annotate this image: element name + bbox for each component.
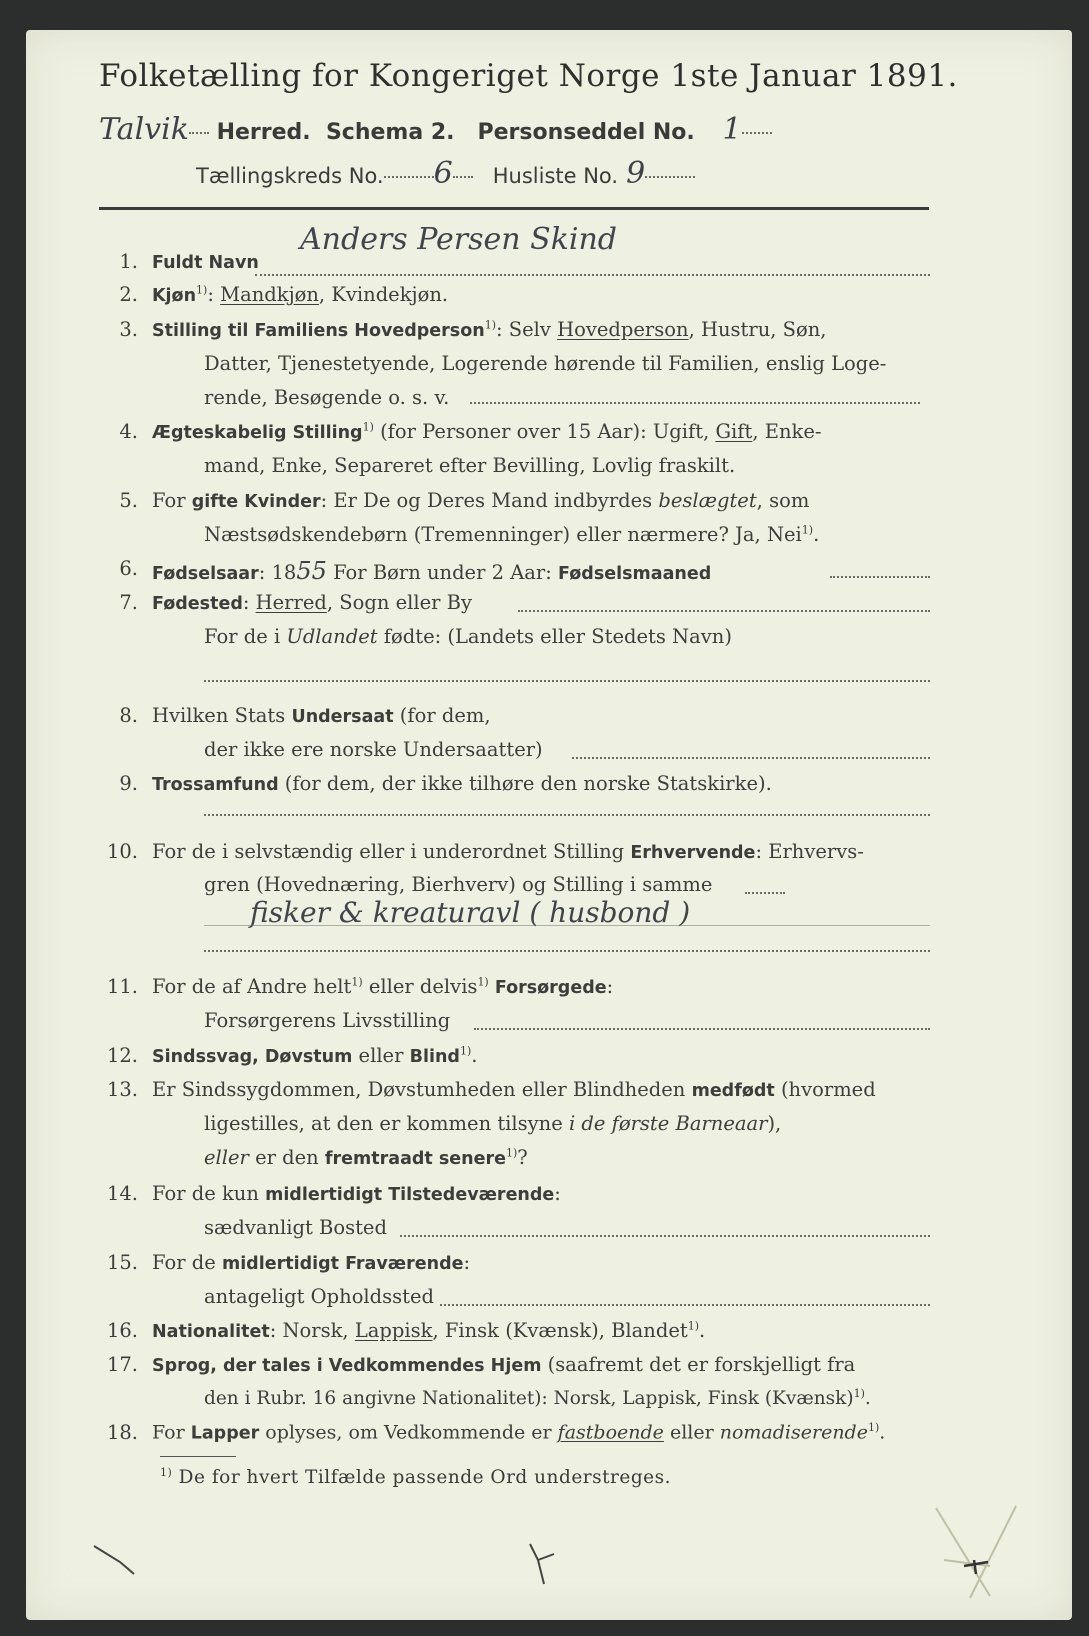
item-number: 4. xyxy=(119,420,138,443)
item-3-text: : Selv xyxy=(496,318,558,341)
item-2-rest: , Kvindekjøn. xyxy=(318,283,449,306)
item-16-label: Nationalitet xyxy=(152,1322,270,1342)
item-13-line-2a: ligestilles, at den er kommen tilsyne xyxy=(204,1112,569,1135)
item-13-text: Er Sindssygdommen, Døvstumheden eller Blindheden xyxy=(152,1078,692,1101)
item-number: 12. xyxy=(106,1044,138,1067)
item-8-fill-line xyxy=(572,757,930,759)
item-13-line-3-text: er den xyxy=(248,1146,325,1169)
herred-row xyxy=(99,112,772,147)
item-10-fill-line-3 xyxy=(204,950,930,952)
item-7-fill-line-2 xyxy=(204,680,930,682)
item-number: 1. xyxy=(119,250,138,273)
item-6-fodselsaar xyxy=(152,557,711,585)
item-18-text-2: oplyses, om Vedkommende er xyxy=(259,1421,558,1444)
form-title: Folketælling for Kongeriget Norge 1ste Januar 1891. xyxy=(99,58,958,94)
item-5-line-2-text: Næstsødskendebørn (Tremenninger) eller nærmere? Ja, Nei xyxy=(204,523,802,546)
item-11-label: Forsørgede xyxy=(488,978,607,998)
footnote-ref: 1) xyxy=(459,1044,472,1058)
item-11-line-2: Forsørgerens Livsstilling xyxy=(204,1009,451,1032)
item-7-label: Fødested xyxy=(152,594,243,614)
footnote-ref: 1) xyxy=(687,1319,700,1333)
item-5-text-2: : Er De og Deres Mand indbyrdes xyxy=(320,489,659,512)
item-1-fill-line xyxy=(255,274,930,276)
item-4-text: (for Personer over 15 Aar): Ugift, xyxy=(373,420,716,443)
item-3-fill-line xyxy=(470,402,920,404)
item-number: 14. xyxy=(106,1182,138,1205)
item-2-colon: : xyxy=(207,283,214,306)
kreds-handwritten: 6 xyxy=(433,156,453,191)
item-11-forsorgede xyxy=(152,975,613,998)
item-4-label: Ægteskabelig Stilling xyxy=(152,423,363,443)
footnote-ref: 1) xyxy=(362,420,374,434)
item-5-line-2 xyxy=(204,523,819,546)
item-9-label: Trossamfund xyxy=(152,775,279,795)
item-9-fill-line xyxy=(204,814,930,816)
item-number: 15. xyxy=(106,1251,138,1274)
item-4-aegteskab xyxy=(152,420,821,443)
item-6-text: For Børn under 2 Aar: xyxy=(326,561,559,584)
item-3-label: Stilling til Familiens Hovedperson xyxy=(152,321,485,341)
item-1-fuldt-navn xyxy=(152,250,259,273)
item-4-text-end: , Enke- xyxy=(752,420,822,443)
item-17-sprog xyxy=(152,1353,855,1376)
item-14-line-2: sædvanligt Bosted xyxy=(204,1216,387,1239)
herred-label: Herred. xyxy=(216,120,311,145)
item-16-text: : Norsk, xyxy=(269,1319,355,1342)
item-14-label: midlertidigt Tilstedeværende xyxy=(265,1185,555,1205)
item-7-selected: Herred xyxy=(255,591,327,614)
item-8-text-2: (for dem, xyxy=(393,704,491,727)
item-number: 5. xyxy=(119,489,138,512)
item-5-gifte-kvinder xyxy=(152,489,809,512)
item-number: 17. xyxy=(106,1353,138,1376)
item-7-italic: Udlandet xyxy=(286,625,378,648)
footnote xyxy=(160,1466,671,1488)
footnote-ref: 1) xyxy=(853,1387,865,1400)
item-15-fill-line xyxy=(440,1304,930,1306)
item-14-tilstedevaerende xyxy=(152,1182,561,1205)
item-10-erhvervende xyxy=(152,840,864,863)
footnote-ref: 1) xyxy=(484,318,496,332)
item-4-selected: Gift xyxy=(715,420,753,443)
item-3-text-end: , Hustru, Søn, xyxy=(688,318,827,341)
item-5-end: . xyxy=(813,523,820,546)
item-number: 3. xyxy=(119,318,138,341)
item-6-fill-line xyxy=(830,576,930,578)
item-8-text: Hvilken Stats xyxy=(152,704,292,727)
item-13-line-3-italic: eller xyxy=(204,1146,249,1169)
item-7-line-2a: For de i xyxy=(204,625,287,648)
footnote-ref: 1) xyxy=(505,1146,518,1160)
item-17-text: (saafremt det er forskjelligt fra xyxy=(541,1353,856,1376)
item-18-selected: fastboende xyxy=(557,1421,664,1444)
footnote-text: De for hvert Tilfælde passende Ord understreges. xyxy=(172,1467,671,1489)
item-9-text: (for dem, der ikke tilhøre den norske Statskirke). xyxy=(278,772,772,795)
item-5-italic: beslægtet xyxy=(658,489,757,512)
item-12-end: . xyxy=(471,1044,478,1067)
item-14-colon: : xyxy=(554,1182,561,1205)
item-number: 11. xyxy=(106,975,138,998)
item-7-rest: , Sogn eller By xyxy=(326,591,472,614)
item-18-text: For xyxy=(152,1421,191,1444)
item-10-text-2: : Erhvervs- xyxy=(755,840,864,863)
item-10-occupation-handwritten: fisker & kreaturavl ( husbond ) xyxy=(250,896,691,929)
item-11-fill-line xyxy=(474,1028,930,1030)
item-1-name-handwritten: Anders Persen Skind xyxy=(300,222,618,257)
item-number: 2. xyxy=(119,283,138,306)
item-2-selected: Mandkjøn xyxy=(220,283,319,306)
kreds-row xyxy=(196,156,695,191)
item-4-line-2: mand, Enke, Separeret efter Bevilling, Lovlig fraskilt. xyxy=(204,454,736,477)
item-13-label: medfødt xyxy=(691,1081,775,1101)
item-8-undersaat xyxy=(152,704,491,727)
item-7-fill-line xyxy=(518,610,930,612)
item-18-end: . xyxy=(879,1421,886,1444)
item-13-end: ? xyxy=(517,1146,528,1169)
item-12-text: eller xyxy=(352,1044,410,1067)
item-10-fill-line-2 xyxy=(204,925,930,926)
pencil-mark-right xyxy=(930,1500,1030,1610)
footnote-ref: 1) xyxy=(196,283,208,297)
item-number: 10. xyxy=(106,840,138,863)
item-number: 18. xyxy=(106,1421,138,1444)
item-9-trossamfund xyxy=(152,772,772,795)
item-number: 9. xyxy=(119,772,138,795)
footnote-ref: 1) xyxy=(801,523,814,537)
item-16-end: . xyxy=(699,1319,706,1342)
item-15-label: midlertidigt Fraværende xyxy=(221,1254,464,1274)
item-3-selected: Hovedperson xyxy=(557,318,689,341)
pencil-mark-center xyxy=(520,1540,560,1590)
husliste-handwritten: 9 xyxy=(626,156,646,191)
item-5-label: gifte Kvinder xyxy=(191,492,321,512)
item-number: 8. xyxy=(119,704,138,727)
item-11-text-2: eller delvis xyxy=(362,975,478,998)
item-13-line-2b: ), xyxy=(767,1112,782,1135)
item-17-label: Sprog, der tales i Vedkommendes Hjem xyxy=(152,1356,542,1376)
footnote-ref: 1) xyxy=(477,975,489,989)
item-6-century: : 18 xyxy=(258,561,297,584)
item-3-line-3 xyxy=(204,386,449,409)
herred-handwritten: Talvik xyxy=(99,112,189,147)
item-1-label: Fuldt Navn xyxy=(152,253,259,273)
item-8-label: Undersaat xyxy=(291,707,394,727)
item-6-year-handwritten: 55 xyxy=(296,557,327,585)
item-6-label: Fødselsaar xyxy=(152,564,259,584)
item-3-line-3-text: rende, Besøgende o. s. v. xyxy=(204,386,450,409)
item-11-colon: : xyxy=(606,975,614,998)
item-13-medfodt xyxy=(152,1078,876,1101)
item-12-sindssvag xyxy=(152,1044,477,1067)
item-17-end: . xyxy=(864,1388,871,1410)
footnote-ref: 1) xyxy=(867,1421,880,1434)
footnote-rule xyxy=(160,1456,236,1457)
item-13-line-3-label: fremtraadt senere xyxy=(324,1149,506,1169)
item-11-text: For de af Andre helt xyxy=(152,975,352,998)
item-15-colon: : xyxy=(463,1251,471,1274)
item-16-nationalitet xyxy=(152,1319,705,1342)
item-6-label-2: Fødselsmaaned xyxy=(558,564,712,584)
husliste-label: Husliste No. xyxy=(492,164,619,188)
pencil-mark-left xyxy=(90,1540,150,1580)
item-10-line-2: gren (Hovednæring, Bierhverv) og Stilling i samme xyxy=(204,873,713,896)
item-17-line-2-text: den i Rubr. 16 angivne Nationalitet): Norsk, Lappisk, Finsk (Kvænsk) xyxy=(204,1388,854,1410)
item-3-line-2: Datter, Tjenestetyende, Logerende hørende til Familien, enslig Loge- xyxy=(204,352,887,375)
personseddel-label: Personseddel No. xyxy=(477,120,695,145)
item-12-label-2: Blind xyxy=(409,1047,460,1067)
schema-label: Schema 2. xyxy=(325,120,455,145)
item-2-label: Kjøn xyxy=(152,286,197,306)
item-8-line-2: der ikke ere norske Undersaatter) xyxy=(204,738,543,761)
item-number: 13. xyxy=(106,1078,138,1101)
item-15-text: For de xyxy=(152,1251,222,1274)
footnote-ref: 1) xyxy=(160,1466,173,1479)
item-12-label: Sindssvag, Døvstum xyxy=(152,1047,353,1067)
item-5-text: For xyxy=(152,489,192,512)
item-18-label: Lapper xyxy=(190,1423,260,1444)
item-18-text-3: eller xyxy=(663,1421,720,1444)
item-number: 7. xyxy=(119,591,138,614)
item-15-line-2: antageligt Opholdssted xyxy=(204,1285,435,1308)
personseddel-handwritten: 1 xyxy=(722,112,742,147)
item-16-selected: Lappisk xyxy=(354,1319,433,1342)
item-10-text: For de i selvstændig eller i underordnet Stilling xyxy=(152,840,631,863)
item-18-italic: nomadiserende xyxy=(719,1421,868,1444)
item-3-stilling xyxy=(152,318,827,341)
item-10-fill-line xyxy=(745,892,785,894)
item-13-text-2: (hvormed xyxy=(774,1078,876,1101)
footnote-ref: 1) xyxy=(351,975,363,989)
kreds-label: Tællingskreds No. xyxy=(196,164,384,188)
item-number: 6. xyxy=(119,557,138,580)
item-number: 16. xyxy=(106,1319,138,1342)
item-13-line-2 xyxy=(204,1112,781,1135)
item-7-line-2b: fødte: (Landets eller Stedets Navn) xyxy=(377,625,732,648)
header-rule xyxy=(99,207,929,210)
item-7-fodested xyxy=(152,591,472,614)
item-7-colon: : xyxy=(242,591,256,614)
item-2-kjon xyxy=(152,283,448,306)
item-13-italic: i de første Barneaar xyxy=(568,1112,768,1135)
item-15-fravaerende xyxy=(152,1251,470,1274)
item-17-line-2 xyxy=(204,1387,871,1409)
item-16-text-2: , Finsk (Kvænsk), Blandet xyxy=(432,1319,688,1342)
item-10-label: Erhvervende xyxy=(630,843,756,863)
item-7-line-2 xyxy=(204,625,732,648)
item-18-lapper xyxy=(152,1421,885,1443)
item-5-text-3: , som xyxy=(756,489,810,512)
item-14-text: For de kun xyxy=(152,1182,266,1205)
item-13-line-3 xyxy=(204,1146,528,1169)
item-14-fill-line xyxy=(400,1235,930,1237)
